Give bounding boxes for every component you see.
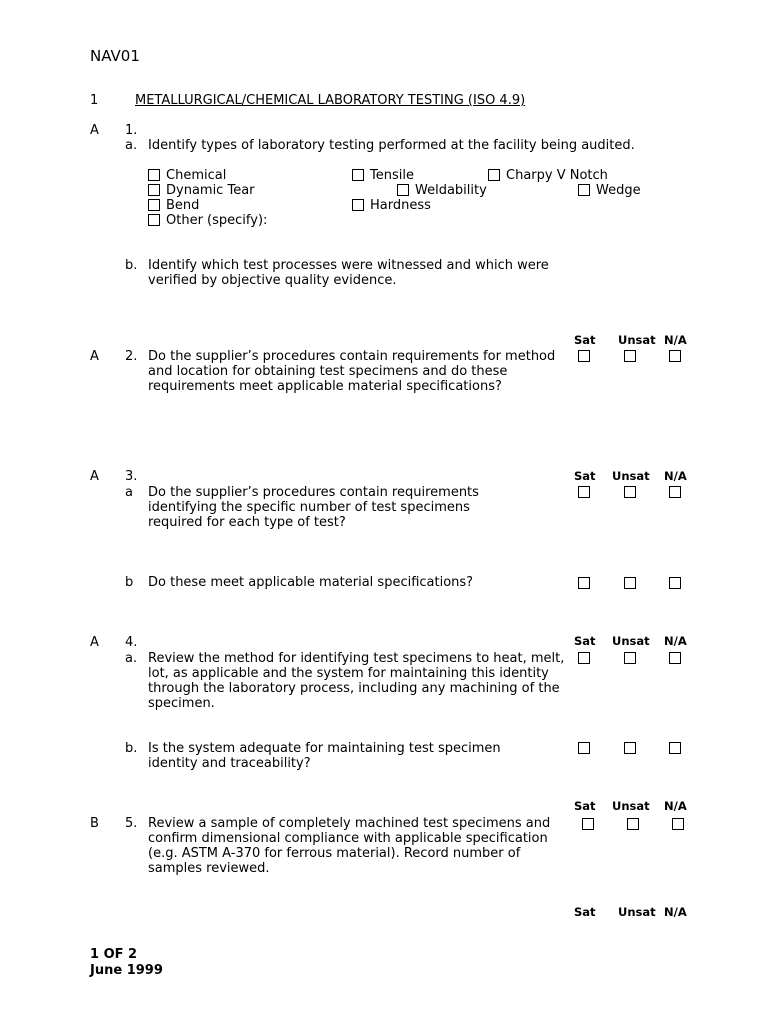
q4-na-header: N/A xyxy=(664,634,687,648)
q2-unsat-checkbox[interactable] xyxy=(624,350,636,362)
tensile-checkbox[interactable] xyxy=(352,169,364,181)
q3b-unsat-checkbox[interactable] xyxy=(624,577,636,589)
q5-na-header: N/A xyxy=(664,799,687,813)
charpy-label: Charpy V Notch xyxy=(506,168,608,183)
q5-number: 5. xyxy=(125,816,138,831)
q5-class: B xyxy=(90,816,99,831)
q3a-unsat-checkbox[interactable] xyxy=(624,486,636,498)
hardness-label: Hardness xyxy=(370,198,431,213)
q4-sat-header: Sat xyxy=(574,634,596,648)
hardness-checkbox[interactable] xyxy=(352,199,364,211)
q2-na-checkbox[interactable] xyxy=(669,350,681,362)
bend-checkbox[interactable] xyxy=(148,199,160,211)
q3b-text: Do these meet applicable material specifications? xyxy=(148,575,474,590)
q1a-text: Identify types of laboratory testing performed at the facility being audited. xyxy=(148,138,635,153)
q3b-na-checkbox[interactable] xyxy=(669,577,681,589)
section-title: METALLURGICAL/CHEMICAL LABORATORY TESTING (ISO 4.9) xyxy=(135,93,526,108)
q4a-label: a. xyxy=(125,651,138,666)
other-checkbox[interactable] xyxy=(148,214,160,226)
q1-class: A xyxy=(90,123,99,138)
q2-na-header: N/A xyxy=(664,333,687,347)
q5-unsat-checkbox[interactable] xyxy=(627,818,639,830)
chemical-label: Chemical xyxy=(166,168,227,183)
q4b-label: b. xyxy=(125,741,138,756)
page-number: 1 OF 2 xyxy=(90,947,138,962)
q2-class: A xyxy=(90,349,99,364)
q4-class: A xyxy=(90,635,99,650)
q4a-na-checkbox[interactable] xyxy=(669,652,681,664)
q3b-label: b xyxy=(125,575,134,590)
q4b-sat-checkbox[interactable] xyxy=(578,742,590,754)
chemical-checkbox[interactable] xyxy=(148,169,160,181)
q3a-label: a xyxy=(125,485,133,500)
q3-class: A xyxy=(90,469,99,484)
q3a-text: Do the supplier’s procedures contain requirements identifying the specific number of test specimens required for each type of test? xyxy=(148,485,479,530)
document-id: NAV01 xyxy=(90,47,140,65)
q4-number: 4. xyxy=(125,635,138,650)
q2-sat-checkbox[interactable] xyxy=(578,350,590,362)
q2-sat-header: Sat xyxy=(574,333,596,347)
q3-sat-header: Sat xyxy=(574,469,596,483)
q3-unsat-header: Unsat xyxy=(612,469,650,483)
q1b-label: b. xyxy=(125,258,138,273)
dynamic-tear-label: Dynamic Tear xyxy=(166,183,255,198)
q5-sat-checkbox[interactable] xyxy=(582,818,594,830)
weldability-label: Weldability xyxy=(415,183,487,198)
q5-sat-header: Sat xyxy=(574,799,596,813)
wedge-label: Wedge xyxy=(596,183,641,198)
q4b-na-checkbox[interactable] xyxy=(669,742,681,754)
q5-na-checkbox[interactable] xyxy=(672,818,684,830)
q3a-na-checkbox[interactable] xyxy=(669,486,681,498)
q3-na-header: N/A xyxy=(664,469,687,483)
next-na-header: N/A xyxy=(664,905,687,919)
q3b-sat-checkbox[interactable] xyxy=(578,577,590,589)
q3-number: 3. xyxy=(125,469,138,484)
q2-unsat-header: Unsat xyxy=(618,333,656,347)
other-label: Other (specify): xyxy=(166,213,268,228)
q1-number: 1. xyxy=(125,123,138,138)
q2-text: Do the supplier’s procedures contain requirements for method and location for obtaining test specimens and do these requirements meet applicable material specifications? xyxy=(148,349,556,394)
tensile-label: Tensile xyxy=(370,168,414,183)
q4a-unsat-checkbox[interactable] xyxy=(624,652,636,664)
q2-number: 2. xyxy=(125,349,138,364)
q4a-sat-checkbox[interactable] xyxy=(578,652,590,664)
section-number: 1 xyxy=(90,93,99,108)
q5-unsat-header: Unsat xyxy=(612,799,650,813)
q4b-unsat-checkbox[interactable] xyxy=(624,742,636,754)
next-sat-header: Sat xyxy=(574,905,596,919)
bend-label: Bend xyxy=(166,198,200,213)
q5-text: Review a sample of completely machined test specimens and confirm dimensional compliance with applicable specification (e.g. ASTM A-370 for ferrous material). Record number of samples reviewed. xyxy=(148,816,551,876)
wedge-checkbox[interactable] xyxy=(578,184,590,196)
charpy-checkbox[interactable] xyxy=(488,169,500,181)
document-date: June 1999 xyxy=(90,963,163,978)
q4-unsat-header: Unsat xyxy=(612,634,650,648)
q1a-label: a. xyxy=(125,138,138,153)
next-unsat-header: Unsat xyxy=(618,905,656,919)
weldability-checkbox[interactable] xyxy=(397,184,409,196)
dynamic-tear-checkbox[interactable] xyxy=(148,184,160,196)
q4b-text: Is the system adequate for maintaining test specimen identity and traceability? xyxy=(148,741,501,771)
q3a-sat-checkbox[interactable] xyxy=(578,486,590,498)
q4a-text: Review the method for identifying test specimens to heat, melt, lot, as applicable and the system for maintaining this identity through the laboratory process, including any machining of the specimen. xyxy=(148,651,565,711)
q1b-text: Identify which test processes were witnessed and which were verified by objective quality evidence. xyxy=(148,258,549,288)
